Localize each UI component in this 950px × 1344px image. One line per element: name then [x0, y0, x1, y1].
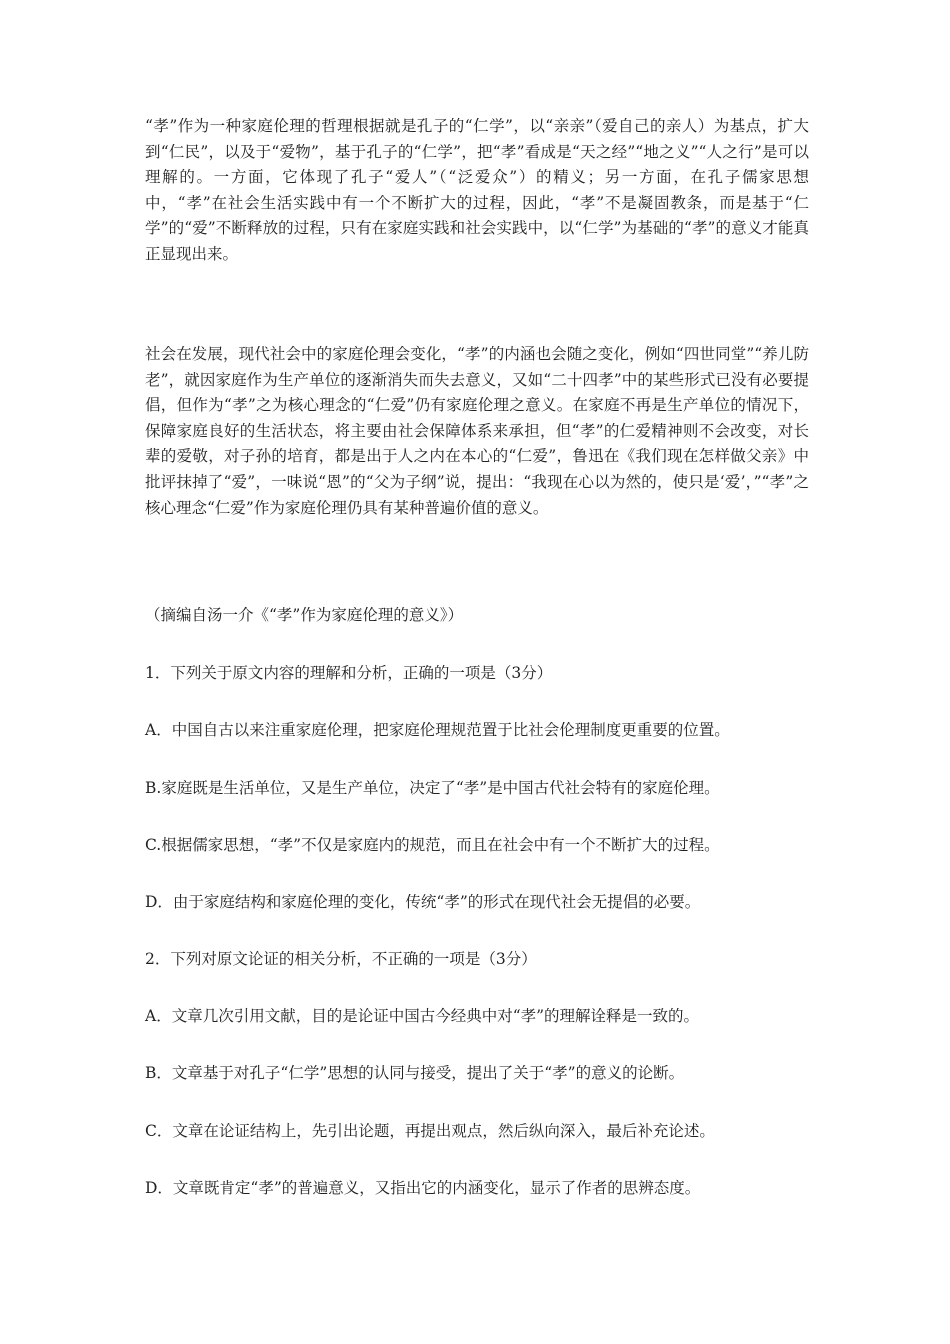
- passage-paragraph-1: “孝”作为一种家庭伦理的哲理根据就是孔子的“仁学”，以“亲亲”（爱自己的亲人）为基点，扩大到“仁民”，以及于“爱物”，基于孔子的“仁学”，把“孝”看成是“天之经”“地之义”“人之行”是可以理解的。一方面，它体现了孔子“爱人”（“泛爱众”）的精义；另一方面，在孔子儒家思想中，“孝”在社会生活实践中有一个不断扩大的过程，因此，“孝”不是凝固教条，而是基于“仁学”的“爱”不断释放的过程，只有在家庭实践和社会实践中，以“仁学”为基础的“孝”的意义才能真正显现出来。: [145, 117, 809, 263]
- question-1-option-b: B.家庭既是生活单位，又是生产单位，决定了“孝”是中国古代社会特有的家庭伦理。: [145, 779, 720, 797]
- question-2-option-a: A．文章几次引用文献，目的是论证中国古今经典中对“孝”的理解诠释是一致的。: [145, 1007, 700, 1025]
- question-2-option-c: C．文章在论证结构上，先引出论题，再提出观点，然后纵向深入，最后补充论述。: [145, 1122, 715, 1140]
- question-1-option-d: D．由于家庭结构和家庭伦理的变化，传统“孝”的形式在现代社会无提倡的必要。: [145, 893, 701, 911]
- question-2-option-d: D．文章既肯定“孝”的普遍意义，又指出它的内涵变化，显示了作者的思辨态度。: [145, 1179, 701, 1197]
- passage-paragraph-2: 社会在发展，现代社会中的家庭伦理会变化，“孝”的内涵也会随之变化，例如“四世同堂”“养儿防老”，就因家庭作为生产单位的逐渐消失而失去意义，又如“二十四孝”中的某些形式已没有必要提倡，但作为“孝”之为核心理念的“仁爱”仍有家庭伦理之意义。在家庭不再是生产单位的情况下，保障家庭良好的生活状态，将主要由社会保障体系来承担，但“孝”的仁爱精神则不会改变，对长辈的爱敬，对子孙的培育，都是出于人之内在本心的“仁爱”，鲁迅在《我们现在怎样做父亲》中批评抹掉了“爱”，一味说“恩”的“父为子纲”说，提出：“我现在心以为然的，使只是‘爱’，”“孝”之核心理念“仁爱”作为家庭伦理仍具有某种普遍价值的意义。: [145, 345, 809, 517]
- passage-source: （摘编自汤一介《“孝”作为家庭伦理的意义》）: [145, 606, 464, 624]
- question-1-stem: 1．下列关于原文内容的理解和分析，正确的一项是（3分）: [145, 664, 553, 682]
- question-1-option-c: C.根据儒家思想，“孝”不仅是家庭内的规范，而且在社会中有一个不断扩大的过程。: [145, 836, 720, 854]
- question-2-stem: 2．下列对原文论证的相关分析，不正确的一项是（3分）: [145, 950, 537, 968]
- question-1-option-a: A．中国自古以来注重家庭伦理，把家庭伦理规范置于比社会伦理制度更重要的位置。: [145, 721, 730, 739]
- question-2-option-b: B．文章基于对孔子“仁学”思想的认同与接受，提出了关于“孝”的意义的论断。: [145, 1064, 685, 1082]
